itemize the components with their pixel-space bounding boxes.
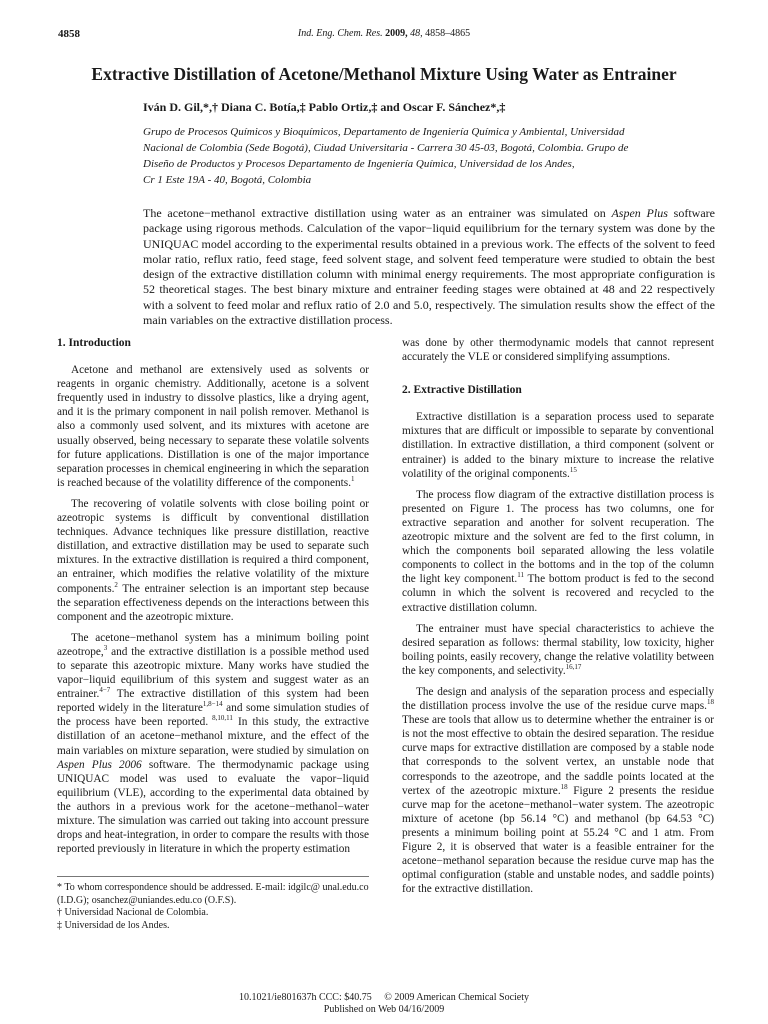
section-heading-extractive-distillation: 2. Extractive Distillation <box>402 384 522 397</box>
journal-volume: 48, <box>410 28 423 39</box>
affiliation-line: Grupo de Procesos Químicos y Bioquímicos, Departamento de Ingeniería Química y Ambiental, Universidad <box>143 126 625 138</box>
footnotes <box>57 876 369 932</box>
right-column <box>402 336 714 903</box>
page-footer <box>0 992 768 1016</box>
left-column <box>57 336 369 863</box>
paragraph: The recovering of volatile solvents with close boiling point or azeotropic systems is difficult by conventional distillation techniques. Advance techniques like pressure distillation, reactive distillation, and extractive distillation may be used to separate such mixtures. In the extractive distillation is required a third component, an entrainer, which modifies the relative volatility of the mixture components.$^2$ The entrainer selection is an important step because the separation effectiveness depends on the interactions between this component and the azeotropic mixture. <box>57 497 369 623</box>
paper-title: Extractive Distillation of Acetone/Methanol Mixture Using Water as Entrainer <box>91 64 677 84</box>
page-number: 4858 <box>58 28 80 40</box>
affiliation-line: Diseño de Productos y Procesos Departamento de Ingeniería Química, Universidad de los Andes, <box>143 158 575 170</box>
software-name: Aspen Plus <box>611 206 668 220</box>
doi-copyright-line: 10.1021/ie801637h CCC: $40.75 © 2009 American Chemical Society <box>238 992 530 1003</box>
paragraph: was done by other thermodynamic models that cannot represent accurately the VLE or considered simplifying assumptions. <box>402 337 714 364</box>
paragraph: Extractive distillation is a separation process used to separate mixtures that are difficult or impossible to separate by conventional distillation. In extractive distillation, a third component (solvent or entrainer) is added to the binary mixture to increase the relative volatility of the original components.$^{15}$ <box>402 411 714 480</box>
abstract: The acetone−methanol extractive distillation using water as an entrainer was simulated on Aspen Plus software package using rigorous methods. Calculation of the vapor−liquid equilibrium for the ternary system was done by the UNIQUAC model according to the experimental results obtained in a previous work. The effects of the solvent to feed molar ratio, reflux ratio, feed stage, feed solvent stage, and solvent feed temperature were studied to obtain the best design of the extractive distillation column with minimal energy requirements. The most appropriate configuration is 52 theoretical stages. The best binary mixture and entrainer feeding stages were obtained at 48 and 22 respectively with a solvent to feed molar and reflux ratio of 2.0 and 5.0, respectively. The simulation results show the effect of the main variables on the extractive distillation process. <box>143 206 715 328</box>
paragraph: Acetone and methanol are extensively used as solvents or reagents in organic chemistry. Additionally, acetone is a solvent frequently used in industry to dissolve plastics, like a drying agent, and it is the primary component in nail polish remover. Methanol is also a commonly used solvent, and its mixtures with acetone are usually observed, being necessary to separate these volatile solvents for future applications. Distillation is one of the major importance separation processes in chemical engineering in which the separation is reached because of the volatility difference of the components.$^1$ <box>57 364 369 489</box>
journal-name: Ind. Eng. Chem. Res. <box>297 28 383 39</box>
publication-date: Published on Web 04/16/2009 <box>323 1004 445 1015</box>
affiliation-line: Cr 1 Este 19A - 40, Bogotá, Colombia <box>143 174 312 186</box>
paragraph: The acetone−methanol system has a minimum boiling point azeotrope,$^3$ and the extractive distillation is a possible method used to separate this azeotropic mixture. Many works have studied the vapor−liquid equilibrium of this system and suggest water as an entrainer.$^{4-7}$ The extractive distillation of this system had been reported widely in the literature$^{1,8-14}$ and some simulation studies of the process have been reported. $^{8,10,11}$ In this study, the extractive distillation of an acetone−methanol mixture, and the effect of the main variables on mixture separation, were studied by simulation on Aspen Plus 2006 software. The thermodynamic package using UNIQUAC model was used to evaluate the vapor−liquid equilibrium (VLE), according to the experimental data obtained by the authors in a previous work for the acetone−methanol−water mixture. The simulation was carried out taking into account pressure drops and heat-integration, in order to compare the results with those reported previously in literature in which the property estimation <box>57 631 370 856</box>
paragraph: The process flow diagram of the extractive distillation process is presented on Figure 1. The process has two columns, one for extractive separation and another for solvent recuperation. The azeotropic mixture and the solvent are fed to the first column, in which the components boil separated allowing the less volatile components to collect in the bottoms and in the top of the column the light key component.$^{11}$ The bottom product is fed to the second column in which the solvent is recovered and recycled to the extractive distillation column. <box>402 488 715 614</box>
journal-year: 2009, <box>385 28 408 39</box>
section-heading-introduction: 1. Introduction <box>57 337 131 349</box>
footnote-affiliation: ‡ Universidad de los Andes. <box>57 919 170 931</box>
affiliation <box>143 124 733 188</box>
footnote-affiliation: † Universidad Nacional de Colombia. <box>57 907 209 919</box>
journal-pages: 4858–4865 <box>425 28 471 39</box>
paragraph: The design and analysis of the separation process and especially the distillation process involve the use of the residue curve maps.$^{18}$ These are tools that allow us to determine whether the entrainer is or is not the most effective to obtain the desired separation. The residue curve maps for extractive distillation are composed by a stable node that corresponds to the solvent vertex, an unstable node that corresponds to the azeotrope, and the saddle points located at the vertex of the azeotropic mixture.$^{18}$ Figure 2 presents the residue curve map for the acetone−methanol−water system. The azeotropic mixture of acetone (bp 56.14 °C) and methanol (bp 64.53 °C) presents a minimum boiling point at 55.24 °C and 1 atm. From Figure 2, it is observed that water is a feasible entrainer for the acetone−methanol separation because the residue curve map has the optimal configuration (stable and unstable nodes, and saddle points) for the extractive distillation. <box>402 685 714 896</box>
journal-citation <box>0 28 768 39</box>
footnote-correspondence: * To whom correspondence should be addressed. E-mail: idgilc@ unal.edu.co (I.D.G); osanchez@uniandes.edu.co (O.F.S). <box>57 882 369 906</box>
affiliation-line: Nacional de Colombia (Sede Bogotá), Ciudad Universitaria - Carrera 30 45-03, Bogotá, Colombia. Grupo de <box>143 142 629 154</box>
paragraph: The entrainer must have special characteristics to achieve the desired separation as follows: thermal stability, low toxicity, higher boiling points, easily recovery, change the relative volatility between the key components, and selectivity.$^{16,17}$ <box>402 622 714 677</box>
author-list: Iván D. Gil,*,† Diana C. Botía,‡ Pablo Ortiz,‡ and Oscar F. Sánchez*,‡ <box>143 100 506 114</box>
